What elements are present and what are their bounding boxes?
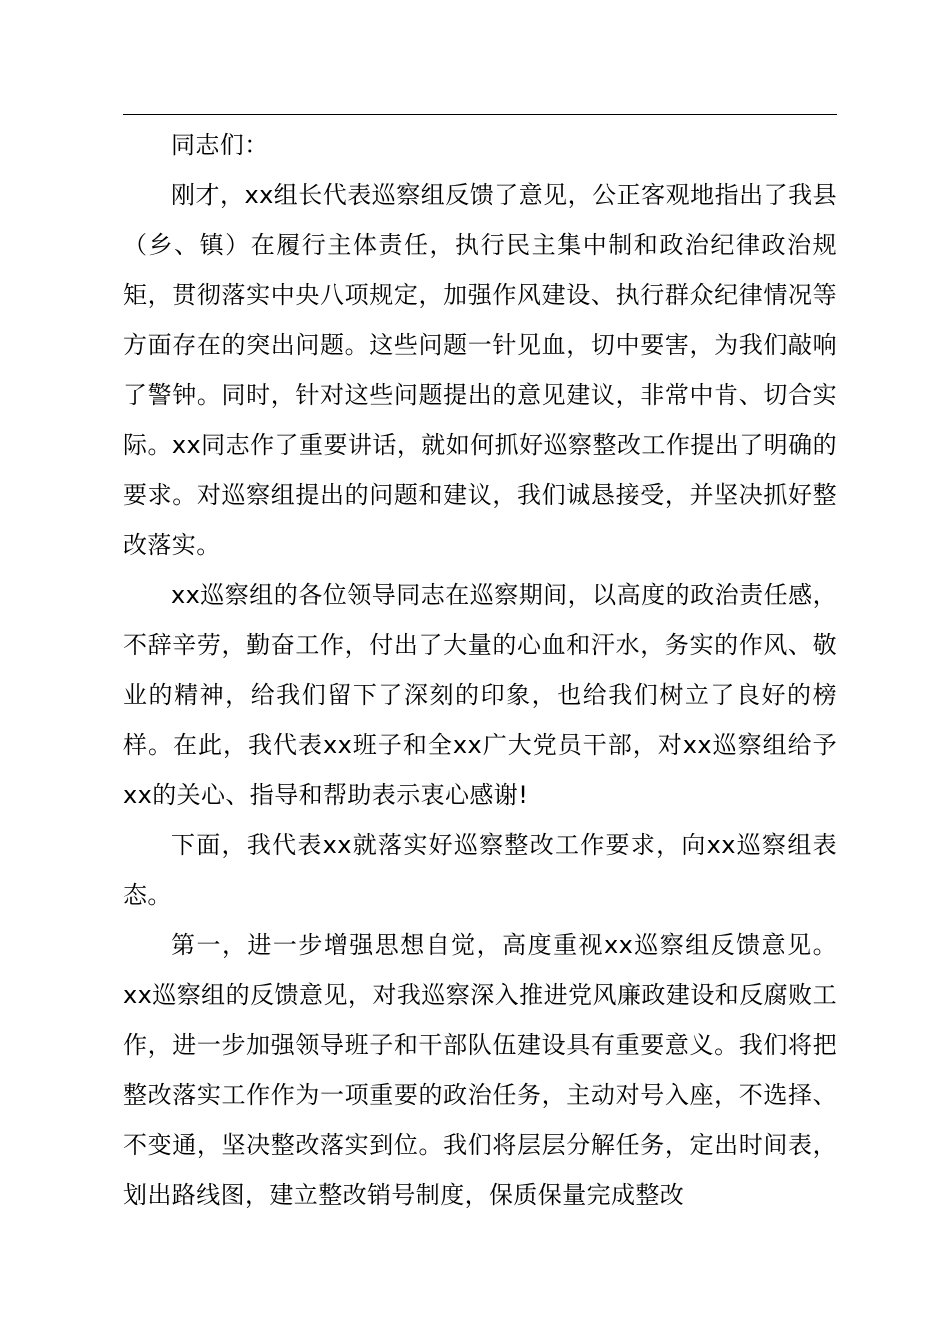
document-body — [123, 120, 837, 1220]
header-rule — [123, 114, 837, 115]
salutation: 同志们： — [171, 131, 269, 159]
paragraph-statement-intro: 下面，我代表xx就落实好巡察整改工作要求，向xx巡察组表态。 — [123, 831, 837, 909]
paragraph-first-point: 第一，进一步增强思想自觉，高度重视xx巡察组反馈意见。xx巡察组的反馈意见，对我巡察深入推进党风廉政建设和反腐败工作，进一步加强领导班子和干部队伍建设具有重要意义。我们将把整改落实工作作为一项重要的政治任务，主动对号入座，不选择、不变通，坚决整改落实到位。我们将层层分解任务，定出时间表，划出路线图，建立整改销号制度，保质保量完成整改 — [123, 931, 837, 1209]
paragraph-feedback: 刚才，xx组长代表巡察组反馈了意见，公正客观地指出了我县（乡、镇）在履行主体责任，执行民主集中制和政治纪律政治规矩，贯彻落实中央八项规定，加强作风建设、执行群众纪律情况等方面存在的突出问题。这些问题一针见血，切中要害，为我们敲响了警钟。同时，针对这些问题提出的意见建议，非常中肯、切合实际。xx同志作了重要讲话，就如何抓好巡察整改工作提出了明确的要求。对巡察组提出的问题和建议，我们诚恳接受，并坚决抓好整改落实。 — [123, 181, 837, 559]
paragraph-thanks: xx巡察组的各位领导同志在巡察期间，以高度的政治责任感，不辞辛劳，勤奋工作，付出了大量的心血和汗水，务实的作风、敬业的精神，给我们留下了深刻的印象，也给我们树立了良好的榜样。在此，我代表xx班子和全xx广大党员干部，对xx巡察组给予xx的关心、指导和帮助表示衷心感谢! — [123, 581, 837, 809]
